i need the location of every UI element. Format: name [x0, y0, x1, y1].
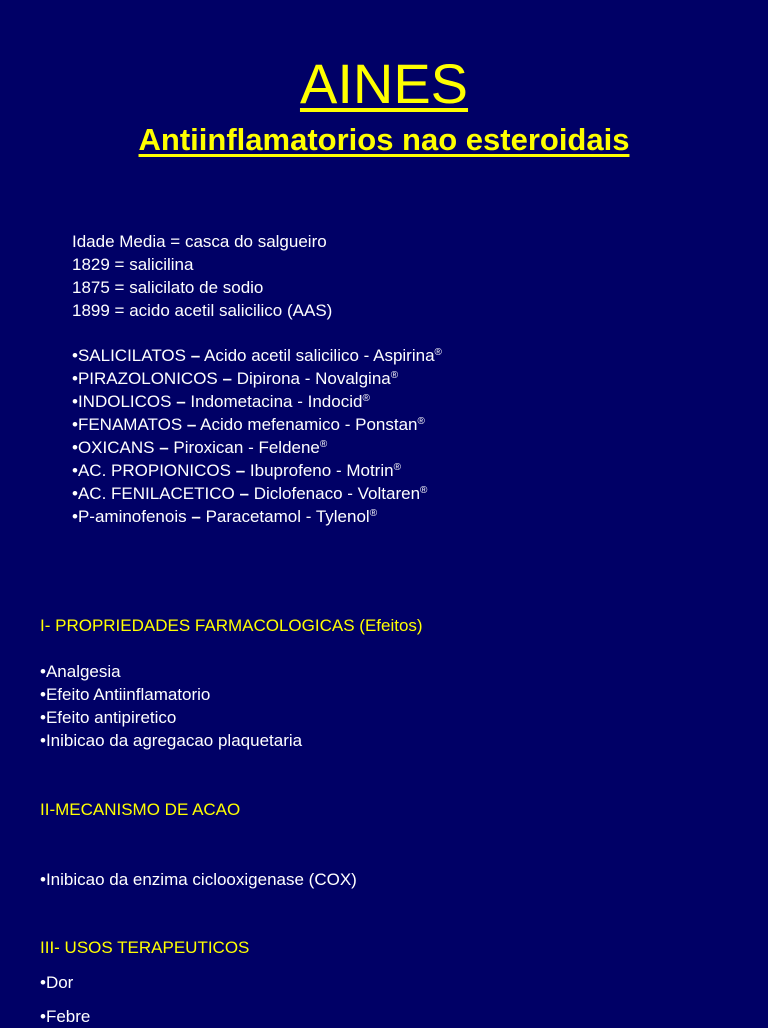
- registered-mark: ®: [393, 462, 401, 473]
- brand-name: Tylenol: [315, 507, 370, 526]
- bullet: •: [72, 507, 78, 526]
- drug-name: Paracetamol: [205, 507, 301, 526]
- dash: –: [222, 369, 232, 388]
- dash: –: [239, 484, 249, 503]
- brand-name: Motrin: [346, 461, 394, 480]
- drug-name: Ibuprofeno: [249, 461, 332, 480]
- class-name: FENAMATOS: [77, 415, 183, 434]
- history-item: 1875 = salicilato de sodio: [72, 278, 264, 297]
- separator: -: [331, 461, 347, 480]
- drug-name: Acido acetil salicilico: [203, 346, 359, 365]
- registered-mark: ®: [369, 508, 378, 519]
- list-item: •Inibicao da agregacao plaquetaria: [40, 731, 303, 750]
- brand-name: Novalgina: [315, 369, 391, 388]
- registered-mark: ®: [417, 416, 425, 427]
- dash: –: [186, 415, 197, 434]
- drug-class-item: [72, 459, 442, 482]
- brand-name: Ponstan: [355, 415, 418, 434]
- drug-class-item: [72, 436, 442, 459]
- class-name: OXICANS: [77, 438, 155, 457]
- drug-class-item: [72, 413, 442, 436]
- drug-name: Indometacina: [190, 392, 293, 411]
- bullet: •: [72, 415, 78, 434]
- separator: -: [340, 415, 356, 434]
- drug-class-item: [72, 344, 442, 367]
- registered-mark: ®: [390, 370, 399, 381]
- bullet: •: [72, 369, 78, 388]
- page-subtitle: Antiinflamatorios nao esteroidais: [138, 122, 630, 157]
- registered-mark: ®: [434, 347, 442, 358]
- drug-name: Acido mefenamico: [200, 415, 341, 434]
- drug-class-item: [72, 482, 442, 505]
- class-name: AC. PROPIONICOS: [77, 461, 231, 480]
- dash: –: [235, 461, 246, 480]
- brand-name: Indocid: [307, 392, 363, 411]
- drug-name: Dipirona: [236, 369, 301, 388]
- page-title: AINES: [299, 52, 469, 115]
- list-item: •Efeito antipiretico: [40, 708, 177, 727]
- bullet: •: [72, 392, 78, 411]
- dash: –: [176, 392, 186, 411]
- brand-name: Aspirina: [373, 346, 435, 365]
- section-heading-mechanism: II-MECANISMO DE ACAO: [40, 800, 241, 819]
- class-name: PIRAZOLONICOS: [77, 369, 218, 388]
- class-name: P-aminofenois: [77, 507, 187, 526]
- drug-name: Diclofenaco: [253, 484, 343, 503]
- brand-name: Voltaren: [357, 484, 421, 503]
- registered-mark: ®: [420, 485, 428, 496]
- separator: -: [292, 392, 308, 411]
- class-name: INDOLICOS: [77, 392, 172, 411]
- bullet: •: [72, 438, 78, 457]
- separator: -: [300, 369, 316, 388]
- registered-mark: ®: [319, 439, 328, 450]
- dash: –: [159, 438, 169, 457]
- list-item: •Febre: [40, 1007, 91, 1026]
- registered-mark: ®: [362, 393, 370, 404]
- drug-class-item: [72, 505, 442, 528]
- section-heading-properties: I- PROPRIEDADES FARMACOLOGICAS (Efeitos): [40, 616, 423, 635]
- dash: –: [190, 346, 201, 365]
- list-item: •Efeito Antiinflamatorio: [40, 685, 211, 704]
- history-item: 1829 = salicilina: [72, 255, 194, 274]
- history-item: 1899 = acido acetil salicilico (AAS): [72, 301, 333, 320]
- separator: -: [358, 346, 374, 365]
- class-name: SALICILATOS: [77, 346, 186, 365]
- drug-classes-list: [72, 344, 442, 528]
- drug-class-item: [72, 367, 442, 390]
- separator: -: [342, 484, 358, 503]
- history-list: [72, 230, 332, 322]
- dash: –: [191, 507, 201, 526]
- bullet: •: [72, 484, 78, 503]
- drug-name: Piroxican: [173, 438, 244, 457]
- list-item: •Inibicao da enzima ciclooxigenase (COX): [40, 870, 357, 889]
- section-heading-uses: III- USOS TERAPEUTICOS: [40, 938, 250, 957]
- drug-class-item: [72, 390, 442, 413]
- separator: -: [301, 507, 316, 526]
- brand-name: Feldene: [258, 438, 320, 457]
- bullet: •: [72, 346, 78, 365]
- list-item: •Analgesia: [40, 662, 121, 681]
- bullet: •: [72, 461, 78, 480]
- list-item: •Dor: [40, 973, 74, 992]
- class-name: AC. FENILACETICO: [77, 484, 235, 503]
- separator: -: [243, 438, 259, 457]
- history-item: Idade Media = casca do salgueiro: [72, 232, 327, 251]
- effects-list: [40, 660, 302, 752]
